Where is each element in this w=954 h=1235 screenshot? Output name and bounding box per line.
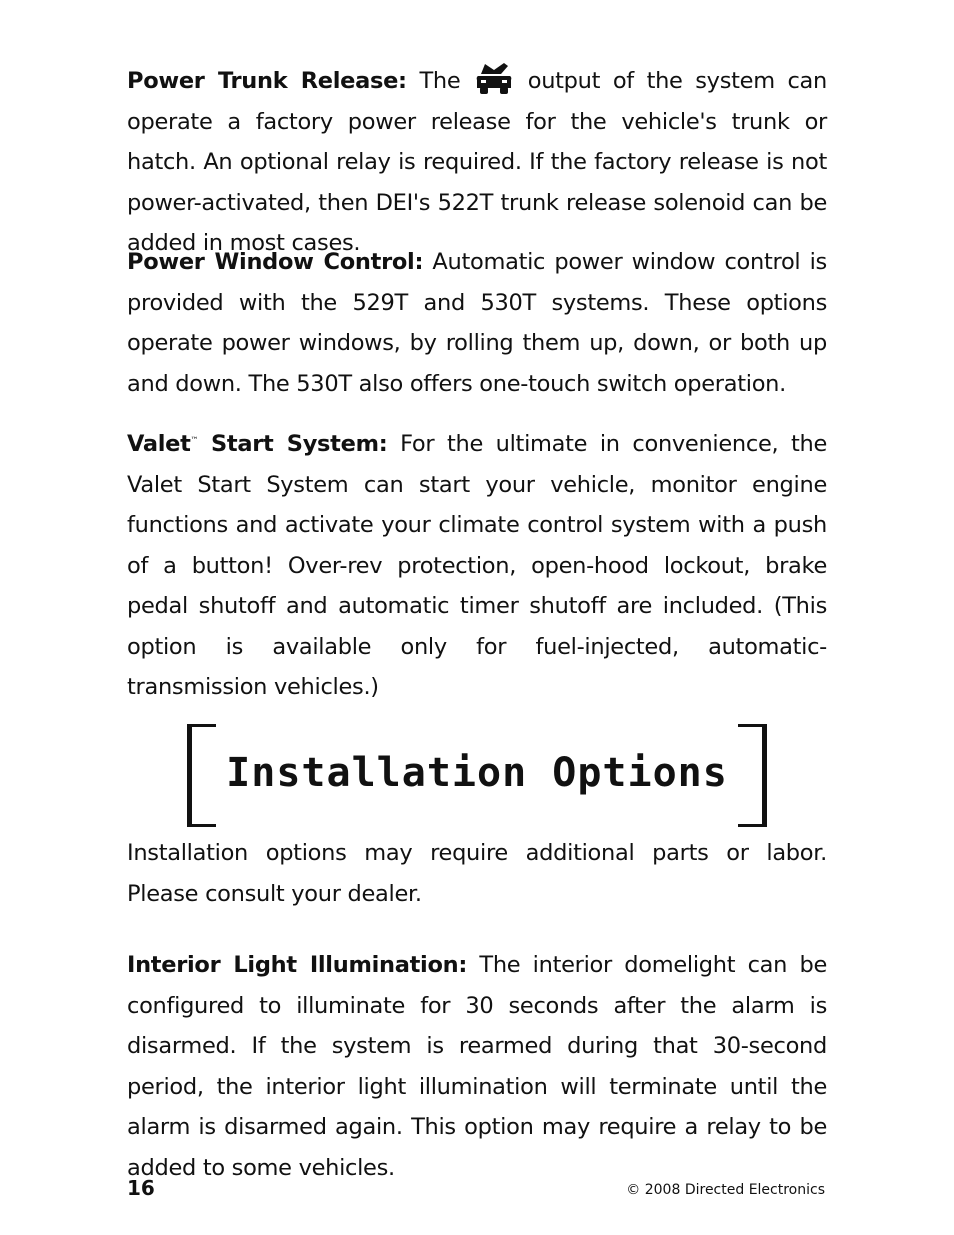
paragraph-interior-light (127, 945, 827, 1188)
trademark-symbol: ™ (190, 435, 199, 445)
term-interior-light-illumination: Interior Light Illumination: (127, 952, 468, 978)
paragraph-power-window-control (127, 242, 827, 404)
section-heading (187, 724, 767, 827)
paragraph-valet-start-system (127, 424, 827, 708)
lead-text: The (419, 68, 461, 94)
body-power-window-control: Automatic power window control is provided with the 529T and 530T systems. These options operate power windows, by rolling them up, down, or both up and down. The 530T also offers one-touch switch operation. (127, 249, 827, 397)
trunk-icon (475, 62, 513, 96)
term-power-window-control: Power Window Control: (127, 249, 424, 275)
heading-installation-options: Installation Options (226, 750, 728, 796)
term-power-trunk-release: Power Trunk Release: (127, 68, 407, 94)
body-interior-light-illumination: The interior domelight can be configured to illuminate for 30 seconds after the alarm is disarmed. If the system is rearmed during that 30-second period, the interior light illumination will terminate until the alarm is disarmed again. This option may require a relay to be added to some vehicles. (127, 952, 827, 1181)
paragraph-power-trunk-release (127, 61, 827, 264)
copyright-notice: © 2008 Directed Electronics (626, 1182, 825, 1198)
page-number: 16 (127, 1176, 155, 1200)
term-valet: Valet (127, 431, 191, 457)
bracket-right-decoration (738, 724, 767, 827)
body-valet-start-system: For the ultimate in convenience, the Valet Start System can start your vehicle, monitor engine functions and activate your climate control system with a push of a button! Over-rev protection, open-hood lockout, brake pedal shutoff and automatic timer shutoff are included. (This option is available only for fuel-injected, automatic-transmission vehicles.) (127, 431, 828, 700)
term-start-system: Start System: (210, 431, 388, 457)
paragraph-installation-intro: Installation options may require additional parts or labor. Please consult your dealer. (127, 840, 827, 907)
body-power-trunk-release: output of the system can operate a factory power release for the vehicle's trunk or hatch. An optional relay is required. If the factory release is not power-activated, then DEI's 522T trunk release solenoid can be added in most cases. (127, 68, 827, 256)
